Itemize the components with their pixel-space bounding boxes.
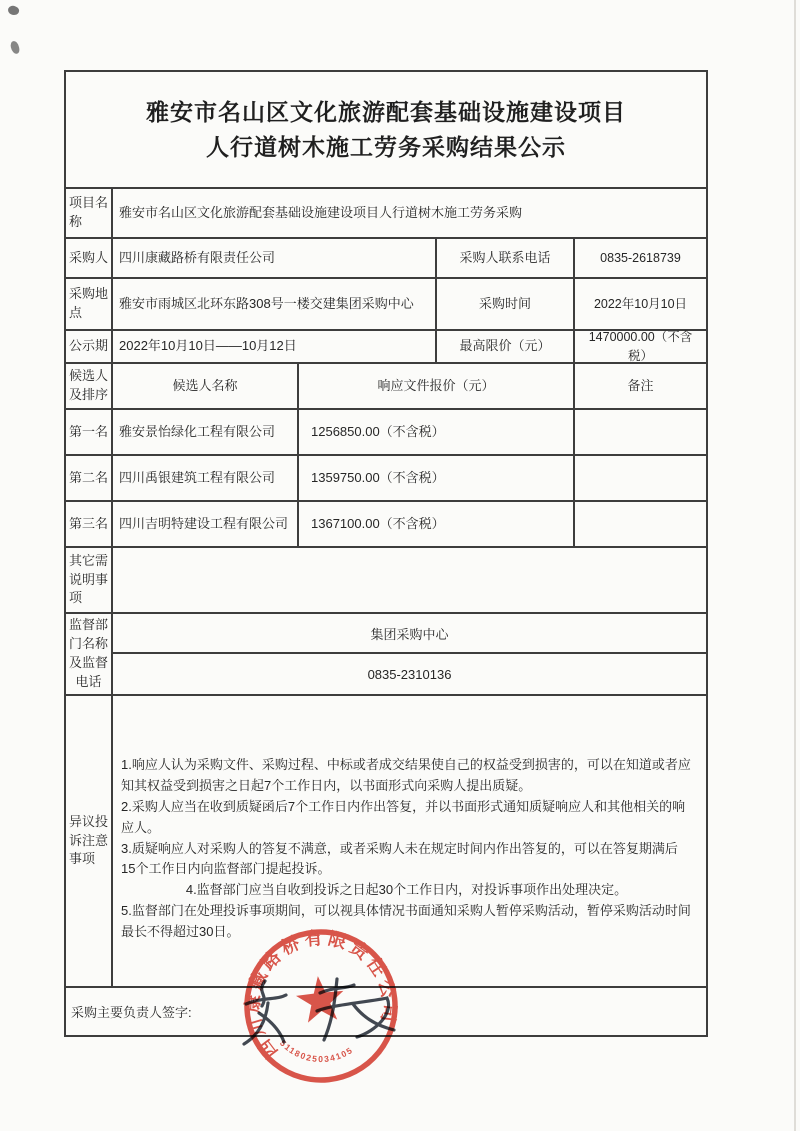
objection-item-1: 1.响应人认为采购文件、采购过程、中标或者成交结果使自己的权益受到损害的，可以在知道或者应知其权益受到损害之日起7个工作日内，以书面形式向采购人提出质疑。 (121, 757, 691, 794)
row-location (66, 279, 706, 331)
objection-item-5: 5.监督部门在处理投诉事项期间，可以视具体情况书面通知采购人暂停采购活动，暂停采购活动时间最长不得超过30日。 (121, 902, 691, 939)
page-title (146, 95, 626, 164)
project-name-value: 雅安市名山区文化旅游配套基础设施建设项目人行道树木施工劳务采购 (119, 204, 523, 220)
candidate-2-rank: 第二名 (66, 456, 113, 500)
procurement-result-table (64, 70, 708, 1037)
stamp-serial-text: 5118025034105 (277, 1037, 356, 1065)
other-notes-label: 其它需说明事项 (66, 548, 113, 612)
publicity-label: 公示期 (66, 331, 113, 362)
scan-speck (7, 4, 21, 17)
purchaser-phone-value: 0835-2618739 (600, 250, 681, 265)
supervision-label: 监督部门名称及监督电话 (66, 614, 113, 694)
supervision-content (113, 614, 706, 694)
row-project-name (66, 189, 706, 239)
candidate-3-rank: 第三名 (66, 502, 113, 546)
purchaser-value: 四川康藏路桥有限责任公司 (113, 239, 437, 277)
row-candidates-header (66, 364, 706, 410)
max-price-label: 最高限价（元） (437, 331, 575, 362)
candidate-3-price: 1367100.00（不含税） (299, 502, 575, 546)
row-signature (66, 988, 706, 1035)
purchase-time-value: 2022年10月10日 (593, 296, 688, 311)
row-purchaser (66, 239, 706, 279)
supervision-department: 集团采购中心 (113, 614, 706, 654)
candidates-rank-header: 候选人及排序 (66, 364, 113, 408)
row-supervision (66, 614, 706, 696)
row-other-notes (66, 548, 706, 614)
max-price-value: 1470000.00（不含税） (588, 330, 693, 363)
table-row-candidate-1 (66, 410, 706, 456)
candidate-1-name: 雅安景怡绿化工程有限公司 (113, 410, 299, 454)
row-objection-notice (66, 696, 706, 988)
stamp-company-text: 四川康藏路桥有限责任公司 (242, 927, 400, 1063)
purchase-time-label: 采购时间 (437, 279, 575, 329)
row-publicity-period (66, 331, 706, 364)
candidate-2-price: 1359750.00（不含税） (299, 456, 575, 500)
table-row-candidate-2 (66, 456, 706, 502)
candidate-1-rank: 第一名 (66, 410, 113, 454)
candidate-2-remark (575, 456, 706, 500)
document-title-block (66, 72, 706, 189)
candidate-1-price: 1256850.00（不含税） (299, 410, 575, 454)
other-notes-value (113, 548, 706, 612)
purchaser-label: 采购人 (66, 239, 113, 277)
table-row-candidate-3 (66, 502, 706, 548)
title-line-1: 雅安市名山区文化旅游配套基础设施建设项目 (146, 99, 626, 125)
publicity-value: 2022年10月10日——10月12日 (113, 331, 437, 362)
supervision-phone: 0835-2310136 (367, 666, 452, 682)
candidates-price-header: 响应文件报价（元） (299, 364, 575, 408)
candidates-remark-header: 备注 (627, 377, 654, 393)
candidate-3-name: 四川吉明特建设工程有限公司 (113, 502, 299, 546)
objection-item-2: 2.采购人应当在收到质疑函后7个工作日内作出答复，并以书面形式通知质疑响应人和其他相关的响应人。 (121, 799, 686, 835)
objection-item-3: 3.质疑响应人对采购人的答复不满意，或者采购人未在规定时间内作出答复的，可以在答复期满后15个工作日内向监督部门提起投诉。 (121, 840, 678, 877)
candidate-1-remark (575, 410, 706, 454)
candidate-2-name: 四川禹银建筑工程有限公司 (113, 456, 299, 500)
scan-page-edge (794, 0, 796, 1131)
objection-label: 异议投诉注意事项 (66, 696, 113, 986)
purchaser-phone-label: 采购人联系电话 (437, 239, 575, 277)
location-value: 雅安市雨城区北环东路308号一楼交建集团采购中心 (113, 279, 437, 329)
scan-speck (10, 40, 21, 54)
candidate-3-remark (575, 502, 706, 546)
signature-label: 采购主要负责人签字: (71, 1005, 192, 1020)
title-line-2: 人行道树木施工劳务采购结果公示 (206, 133, 566, 160)
objection-item-4: 4.监督部门应当自收到投诉之日起30个工作日内，对投诉事项作出处理决定。 (185, 882, 628, 898)
candidates-name-header: 候选人名称 (113, 364, 299, 408)
project-name-label: 项目名称 (66, 189, 113, 237)
location-label: 采购地点 (66, 279, 113, 329)
objection-body (113, 696, 706, 986)
